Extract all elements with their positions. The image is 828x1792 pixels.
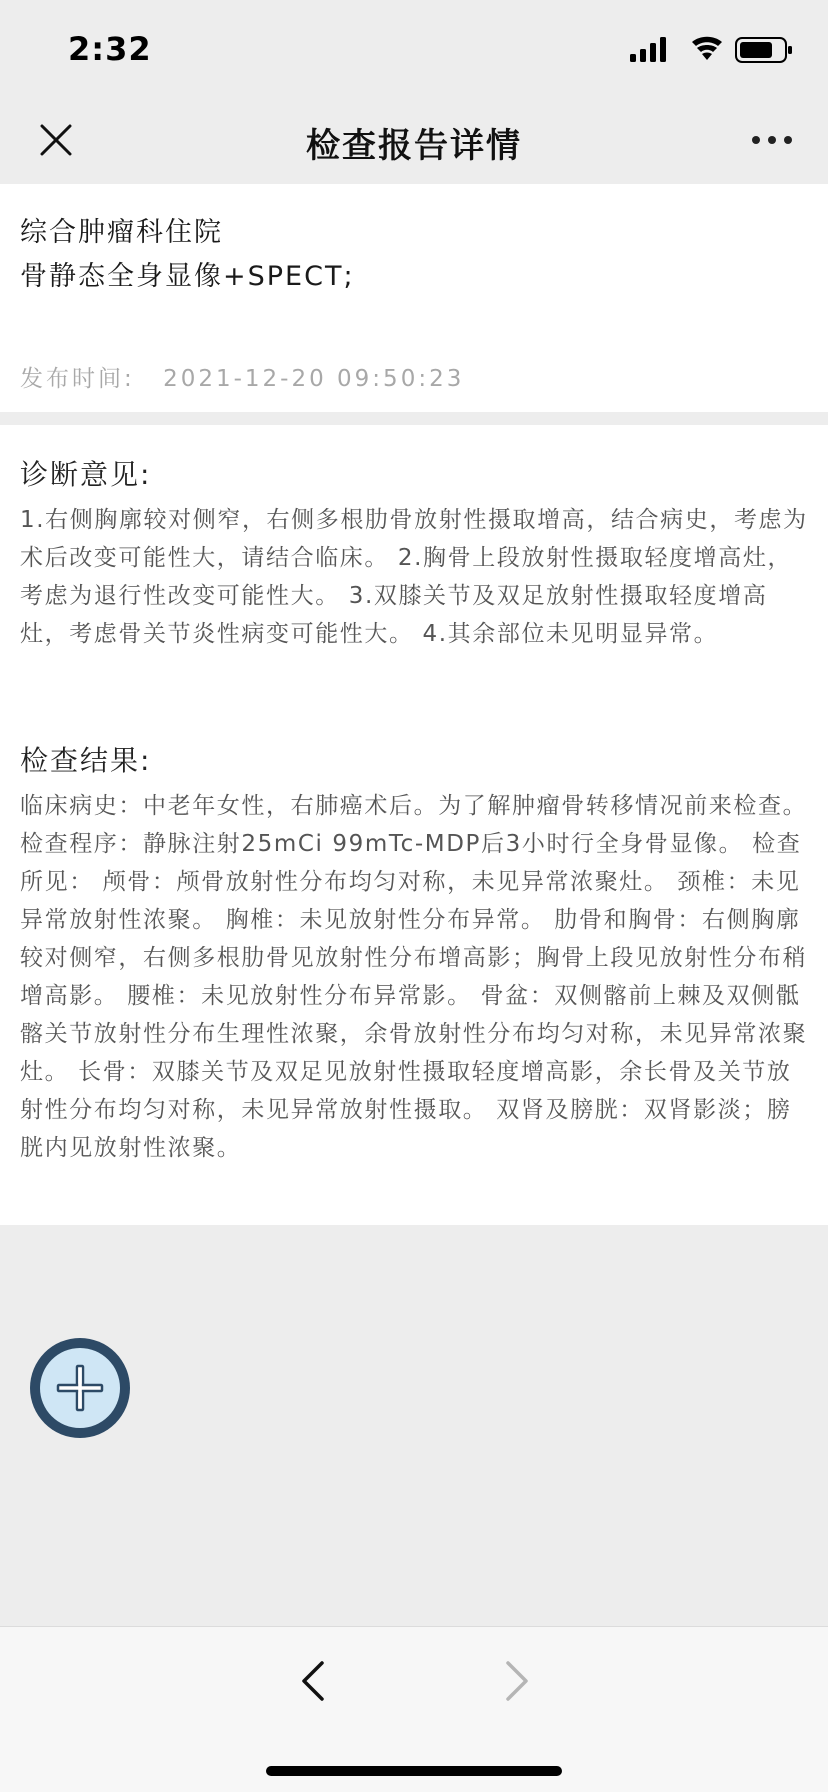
findings-heading: 检查结果: xyxy=(20,744,152,777)
status-time: 2:32 xyxy=(68,30,152,68)
cellular-signal-icon xyxy=(630,37,666,62)
report-header-card xyxy=(0,184,828,412)
diagnosis-heading: 诊断意见: xyxy=(20,458,152,491)
battery-icon xyxy=(736,38,792,62)
plus-icon xyxy=(54,1362,106,1414)
forward-button[interactable] xyxy=(498,1659,534,1703)
diagnosis-text: 1.右侧胸廓较对侧窄，右侧多根肋骨放射性摄取增高，结合病史，考虑为术后改变可能性大，请结合临床。 2.胸骨上段放射性摄取轻度增高灶，考虑为退行性改变可能性大。 3.双膝关节及双足放射性摄取轻度增高灶，考虑骨关节炎性病变可能性大。 4.其余部位未见明显异常。 xyxy=(20,507,808,647)
home-indicator[interactable] xyxy=(266,1766,562,1776)
page-title: 检查报告详情 xyxy=(306,126,522,166)
wifi-icon xyxy=(692,37,722,60)
back-button[interactable] xyxy=(296,1659,332,1703)
findings-text: 临床病史：中老年女性，右肺癌术后。为了解肿瘤骨转移情况前来检查。 检查程序：静脉注射25mCi 99mTc-MDP后3小时行全身骨显像。 检查所见： 颅骨：颅骨放射性分布均匀对称，未见异常浓聚灶。 颈椎：未见异常放射性浓聚。 胸椎：未见放射性分布异常。 肋骨和胸骨：右侧胸廓较对侧窄，右侧多根肋骨见放射性分布增高影；胸骨上段见放射性分布稍增高影。 腰椎：未见放射性分布异常影。 骨盆：双侧髂前上棘及双侧骶髂关节放射性分布生理性浓聚，余骨放射性分布均匀对称，未见异常浓聚灶。 长骨：双膝关节及双足见放射性摄取轻度增高影，余长骨及关节放射性分布均匀对称，未见异常放射性摄取。 双肾及膀胱：双肾影淡；膀胱内见放射性浓聚。 xyxy=(20,793,808,1161)
status-icons xyxy=(630,36,796,64)
add-button[interactable] xyxy=(30,1338,130,1438)
publish-time-row xyxy=(20,360,464,393)
nav-bar xyxy=(0,100,828,184)
publish-time: 2021-12-20 09:50:23 xyxy=(163,366,465,392)
status-bar xyxy=(0,0,828,100)
report-body-card xyxy=(0,425,828,1225)
department-name: 综合肿瘤科住院 xyxy=(20,217,223,248)
add-button-inner xyxy=(40,1348,120,1428)
more-button[interactable] xyxy=(750,128,794,152)
more-icon xyxy=(750,128,794,152)
chevron-left-icon xyxy=(296,1659,332,1703)
exam-name: 骨静态全身显像+SPECT; xyxy=(20,261,355,292)
publish-label: 发布时间: xyxy=(20,366,135,392)
chevron-right-icon xyxy=(498,1659,534,1703)
